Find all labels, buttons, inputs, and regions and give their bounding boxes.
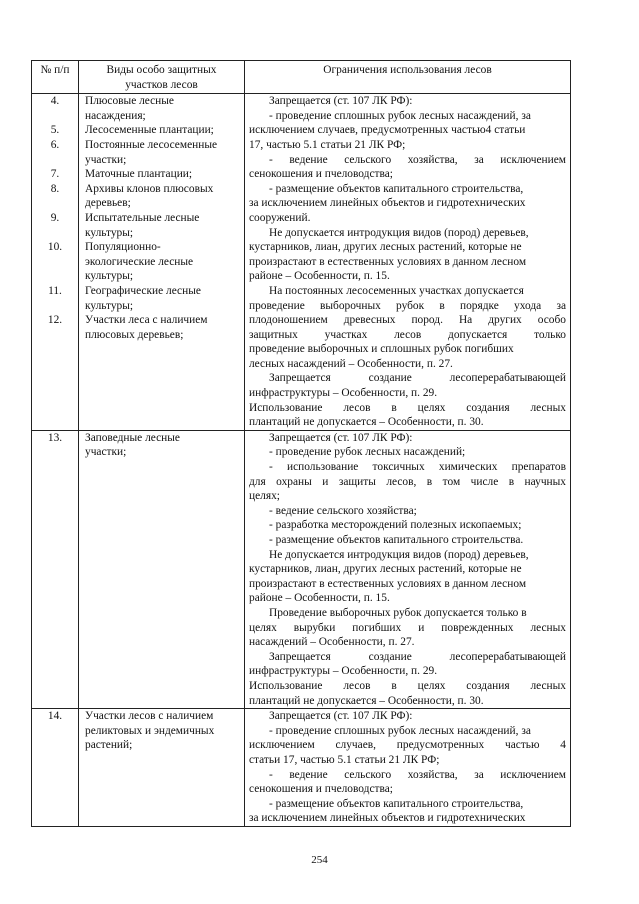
- row-number: 8.: [50, 182, 60, 195]
- restrictions-table: [31, 60, 571, 827]
- row-kind-cell: Участки лесов с наличием реликтовых и эндемичных растений;: [79, 709, 245, 827]
- row-number: 12.: [47, 314, 63, 327]
- table-header-row: [32, 61, 571, 94]
- row-number: 7.: [50, 168, 60, 181]
- header-restriction: Ограничения использования лесов: [245, 61, 571, 94]
- row-number: 13.: [47, 431, 63, 444]
- row-kind-cell: Плюсовые лесные насаждения; Лесосеменные плантации; Постоянные лесосеменные участки; Маточные плантации; Архивы клонов плюсовых деревьев; Испытательные лесные культуры; Популяционно- экологические лесные культуры; Географические лесные культуры; Участки леса с наличием плюсовых деревьев;: [79, 94, 245, 431]
- table-row: [32, 709, 571, 827]
- row-number: 4.: [50, 95, 60, 108]
- row-num-cell: [32, 709, 79, 827]
- row-number: 5.: [50, 124, 60, 137]
- table-row: [32, 430, 571, 708]
- row-restriction-cell: Запрещается (ст. 107 ЛК РФ): - проведение сплошных рубок лесных насаждений, за исключением случаев, предусмотренных частью4 статьи 17, частью 5.1 статьи 21 ЛК РФ; - ведение сельского хозяйства, за исключением сенокошения и пчеловодства; - размещение объектов капитального строительства, за исключением линейных объектов и гидротехнических сооружений. Не допускается интродукция видов (пород) деревьев, кустарников, лиан, других лесных растений, которые не произрастают в естественных условиях в данном лесном районе – Особенности, п. 15. На постоянных лесосеменных участках допускается проведение выборочных рубок в порядке ухода за плодоношением древесных пород. На других особо защитных участках лесов допускается только проведение выборочных и сплошных рубок погибших лесных насаждений – Особенности, п. 27. Запрещается создание лесоперерабатывающей инфраструктуры – Особенности, п. 29. Использование лесов в целях создания лесных плантаций не допускается – Особенности, п. 30.: [245, 94, 571, 431]
- row-restriction-cell: Запрещается (ст. 107 ЛК РФ): - проведение рубок лесных насаждений; - использование токсичных химических препаратов для охраны и защиты лесов, в том числе в научных целях; - ведение сельского хозяйства; - разработка месторождений полезных ископаемых; - размещение объектов капитального строительства. Не допускается интродукция видов (пород) деревьев, кустарников, лиан, других лесных растений, которые не произрастают в естественных условиях в данном лесном районе – Особенности, п. 15. Проведение выборочных рубок допускается только в целях вырубки погибших и поврежденных лесных насаждений – Особенности, п. 27. Запрещается создание лесоперерабатывающей инфраструктуры – Особенности, п. 29. Использование лесов в целях создания лесных плантаций не допускается – Особенности, п. 30.: [245, 430, 571, 708]
- row-number: 9.: [50, 211, 60, 224]
- row-num-cell: [32, 94, 79, 431]
- row-kind-cell: Заповедные лесные участки;: [79, 430, 245, 708]
- row-number: 14.: [47, 710, 63, 723]
- row-restriction-cell: Запрещается (ст. 107 ЛК РФ): - проведение сплошных рубок лесных насаждений, за исключением случаев, предусмотренных частью 4 статьи 17, частью 5.1 статьи 21 ЛК РФ; - ведение сельского хозяйства, за исключением сенокошения и пчеловодства; - размещение объектов капитального строительства, за исключением линейных объектов и гидротехнических: [245, 709, 571, 827]
- row-number: 6.: [50, 138, 60, 151]
- table-row: [32, 94, 571, 431]
- header-num: № п/п: [32, 61, 79, 94]
- header-kind: Виды особо защитных участков лесов: [79, 61, 245, 94]
- row-number: 11.: [48, 284, 62, 297]
- page-number: 254: [311, 854, 328, 866]
- row-num-cell: [32, 430, 79, 708]
- row-number: 10.: [47, 241, 63, 254]
